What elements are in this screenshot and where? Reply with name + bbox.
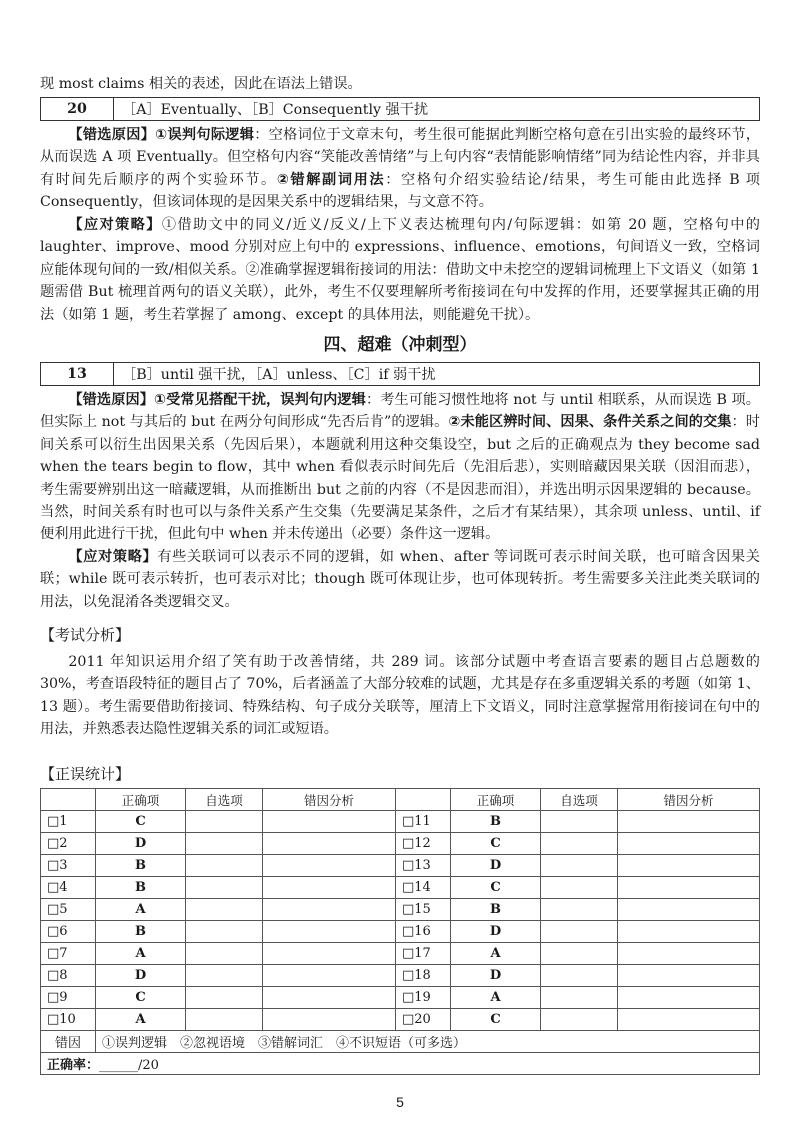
own-answer-cell[interactable] — [186, 833, 263, 855]
q20-strategy — [40, 214, 760, 326]
error-analysis-cell[interactable] — [618, 833, 760, 855]
question-checkbox[interactable]: □4 — [41, 877, 96, 899]
table-row — [41, 833, 760, 855]
own-answer-cell[interactable] — [541, 899, 618, 921]
correct-answer: C — [451, 833, 541, 855]
own-answer-cell[interactable] — [541, 1009, 618, 1031]
error-analysis-cell[interactable] — [618, 811, 760, 833]
table-row — [41, 899, 760, 921]
own-answer-cell[interactable] — [541, 921, 618, 943]
correct-answer: D — [96, 833, 186, 855]
question-number: 13 — [41, 363, 114, 385]
question-checkbox[interactable]: □18 — [396, 965, 451, 987]
error-analysis-cell[interactable] — [263, 855, 396, 877]
own-answer-cell[interactable] — [186, 987, 263, 1009]
correct-answer: B — [451, 811, 541, 833]
error-analysis-cell[interactable] — [263, 833, 396, 855]
question-number: 20 — [41, 98, 114, 120]
correct-answer: A — [451, 987, 541, 1009]
q13-error-reason — [40, 389, 760, 546]
table-row — [41, 987, 760, 1009]
column-header: 错因分析 — [618, 789, 760, 811]
own-answer-cell[interactable] — [541, 877, 618, 899]
question-checkbox[interactable]: □17 — [396, 943, 451, 965]
correct-answer: B — [96, 877, 186, 899]
error-analysis-cell[interactable] — [263, 877, 396, 899]
question-checkbox[interactable]: □9 — [41, 987, 96, 1009]
accuracy-blank[interactable]: ______/20 — [99, 1058, 159, 1073]
stats-heading: 【正误统计】 — [40, 765, 131, 783]
own-answer-cell[interactable] — [186, 921, 263, 943]
question-checkbox[interactable]: □10 — [41, 1009, 96, 1031]
question-20-box — [40, 97, 760, 121]
text-1: ：空格词位于文章末句，考生很可能据此判断空格句意在引出实验的最终环节，从而误选 A 项 Eventually。但空格句内容“笑能改善情绪”与上句内容“表情能影响情绪”同为结论性内容，并非具有时间先后顺序的两个实验环节。 — [40, 127, 760, 188]
own-answer-cell[interactable] — [186, 1009, 263, 1031]
correct-answer: B — [96, 855, 186, 877]
table-row — [41, 921, 760, 943]
column-header — [396, 789, 451, 811]
error-analysis-cell[interactable] — [618, 987, 760, 1009]
question-checkbox[interactable]: □11 — [396, 811, 451, 833]
table-header — [41, 789, 760, 811]
own-answer-cell[interactable] — [541, 811, 618, 833]
correct-answer: C — [451, 877, 541, 899]
continued-text: 现 most claims 相关的表述，因此在语法上错误。 — [40, 76, 362, 92]
accuracy-label: 正确率： — [47, 1058, 100, 1073]
label: 【错选原因】 — [68, 127, 156, 143]
own-answer-cell[interactable] — [541, 987, 618, 1009]
error-analysis-cell[interactable] — [263, 921, 396, 943]
column-header: 正确项 — [96, 789, 186, 811]
answer-stats-table — [40, 788, 760, 1075]
own-answer-cell[interactable] — [186, 877, 263, 899]
accuracy-row — [41, 1053, 760, 1075]
point-2: ②错解副词用法 — [276, 171, 386, 188]
point-1: ①误判句际逻辑 — [155, 127, 255, 143]
error-analysis-cell[interactable] — [618, 1009, 760, 1031]
error-options[interactable]: ①误判逻辑 ②忽视语境 ③错解词汇 ④不识短语（可多选） — [96, 1031, 760, 1053]
own-answer-cell[interactable] — [186, 965, 263, 987]
error-analysis-cell[interactable] — [263, 899, 396, 921]
table-row — [41, 855, 760, 877]
text-2: ：时间关系可以衍生出因果关系（先因后果），本题就利用这种交集设空，but 之后的正确观点为 they become sad when the tears begin to flow，其中 when 看似表示时间先后（先泪后悲），实则暗藏因果关联（因泪而悲），考生需要辨别出这一暗藏逻辑，从而推断出 but 之前的内容（不是因悲而泪），并选出明示因果逻辑的 because。当然，时间关系有时也可以与条件关系产生交集（先要满足某条件，之后才有某结果），其余项 unless、until、if 便利用此进行干扰，但此句中 when 并未传递出（必要）条件这一逻辑。 — [40, 414, 760, 543]
error-analysis-cell[interactable] — [618, 965, 760, 987]
correct-answer: D — [96, 965, 186, 987]
question-distractors: ［A］Eventually、［B］Consequently 强干扰 — [122, 102, 429, 118]
question-13-box — [40, 362, 760, 386]
error-analysis-cell[interactable] — [263, 987, 396, 1009]
own-answer-cell[interactable] — [541, 855, 618, 877]
column-header: 错因分析 — [263, 789, 396, 811]
question-checkbox[interactable]: □16 — [396, 921, 451, 943]
analysis-heading: 【考试分析】 — [40, 626, 131, 644]
label: 【应对策略】 — [68, 549, 158, 565]
error-analysis-cell[interactable] — [263, 943, 396, 965]
question-checkbox[interactable]: □7 — [41, 943, 96, 965]
section-title: 四、超难（冲刺型） — [323, 335, 477, 355]
text: 有些关联词可以表示不同的逻辑，如 when、after 等词既可表示时间关联，也可暗含因果关联；while 既可表示转折，也可表示对比；though 既可体现让步，也可体现转折。考生需要多关注此类关联词的用法，以免混淆各类逻辑交叉。 — [40, 549, 760, 610]
correct-answer: A — [96, 1009, 186, 1031]
correct-answer: C — [451, 1009, 541, 1031]
text-1: ：考生可能习惯性地将 not 与 until 相联系，从而误选 B 项。但实际上 not 与其后的 but 在两分句间形成“先否后肯”的逻辑。 — [40, 392, 760, 431]
question-checkbox[interactable]: □1 — [41, 811, 96, 833]
label: 【错选原因】 — [68, 392, 155, 408]
q20-error-reason — [40, 124, 760, 214]
correct-answer: A — [96, 899, 186, 921]
correct-answer: A — [96, 943, 186, 965]
own-answer-cell[interactable] — [541, 943, 618, 965]
own-answer-cell[interactable] — [541, 965, 618, 987]
correct-answer: C — [96, 811, 186, 833]
question-checkbox[interactable]: □5 — [41, 899, 96, 921]
table-row — [41, 943, 760, 965]
q13-strategy — [40, 546, 760, 613]
error-analysis-cell[interactable] — [618, 855, 760, 877]
question-checkbox[interactable]: □12 — [396, 833, 451, 855]
text: ①借助文中的同义/近义/反义/上下义表达梳理句内/句际逻辑：如第 20 题，空格句中的 laughter、improve、mood 分别对应上句中的 expressions、influence、emotions，句间语义一致，空格词应能体现句间的一致/相似关系。②准确掌握逻辑衔接词的用法：借助文中未挖空的逻辑词梳理上下文语义（如第 1 题需借 But 梳理首两句的语义关联），此外，考生不仅要理解所考衔接词在句中发挥的作用，还要掌握其正确的用法（如第 1 题，考生若掌握了 among、except 的具体用法，则能避免干扰）。 — [40, 217, 760, 323]
own-answer-cell[interactable] — [186, 855, 263, 877]
page-number: 5 — [396, 1094, 404, 1110]
text-2: ：空格句介绍实验结论/结果，考生可能由此选择 B 项 Consequently，但该词体现的是因果关系中的逻辑结果，与文意不符。 — [40, 171, 760, 211]
label: 【应对策略】 — [68, 217, 162, 233]
correct-answer: B — [451, 899, 541, 921]
correct-answer: C — [96, 987, 186, 1009]
table-row — [41, 1009, 760, 1031]
own-answer-cell[interactable] — [541, 833, 618, 855]
error-analysis-cell[interactable] — [263, 1009, 396, 1031]
correct-answer: D — [451, 921, 541, 943]
question-checkbox[interactable]: □6 — [41, 921, 96, 943]
question-checkbox[interactable]: □14 — [396, 877, 451, 899]
question-distractors: ［B］until 强干扰，［A］unless、［C］if 弱干扰 — [122, 367, 436, 383]
error-analysis-cell[interactable] — [263, 965, 396, 987]
column-header — [41, 789, 96, 811]
error-analysis-cell[interactable] — [618, 943, 760, 965]
question-checkbox[interactable]: □20 — [396, 1009, 451, 1031]
correct-answer: A — [451, 943, 541, 965]
table-row — [41, 877, 760, 899]
correct-answer: B — [96, 921, 186, 943]
column-header: 自选项 — [186, 789, 263, 811]
question-checkbox[interactable]: □19 — [396, 987, 451, 1009]
analysis-text: 2011 年知识运用介绍了笑有助于改善情绪，共 289 词。该部分试题中考查语言要素的题目占总题数的 30%，考查语段特征的题目占了 70%，后者涵盖了大部分较难的试题，尤其是存在多重逻辑关系的考题（如第 1、13 题）。考生需要借助衔接词、特殊结构、句子成分关联等，厘清上下文语义，同时注意掌握常用衔接词在句中的用法，并熟悉表达隐性逻辑关系的词汇或短语。 — [40, 654, 760, 738]
correct-answer: D — [451, 855, 541, 877]
error-analysis-cell[interactable] — [618, 899, 760, 921]
own-answer-cell[interactable] — [186, 899, 263, 921]
table-row — [41, 811, 760, 833]
point-2: ②未能区辨时间、因果、条件关系之间的交集 — [448, 414, 732, 431]
error-label: 错因 — [41, 1031, 96, 1053]
own-answer-cell[interactable] — [186, 811, 263, 833]
error-reasons-row — [41, 1031, 760, 1053]
point-1: ①受常见搭配干扰，误判句内逻辑 — [154, 392, 366, 408]
question-checkbox[interactable]: □13 — [396, 855, 451, 877]
question-checkbox[interactable]: □15 — [396, 899, 451, 921]
table-row — [41, 965, 760, 987]
error-analysis-cell[interactable] — [618, 877, 760, 899]
question-checkbox[interactable]: □8 — [41, 965, 96, 987]
error-analysis-cell[interactable] — [618, 921, 760, 943]
error-analysis-cell[interactable] — [263, 811, 396, 833]
correct-answer: D — [451, 965, 541, 987]
own-answer-cell[interactable] — [186, 943, 263, 965]
question-checkbox[interactable]: □2 — [41, 833, 96, 855]
column-header: 正确项 — [451, 789, 541, 811]
question-checkbox[interactable]: □3 — [41, 855, 96, 877]
column-header: 自选项 — [541, 789, 618, 811]
